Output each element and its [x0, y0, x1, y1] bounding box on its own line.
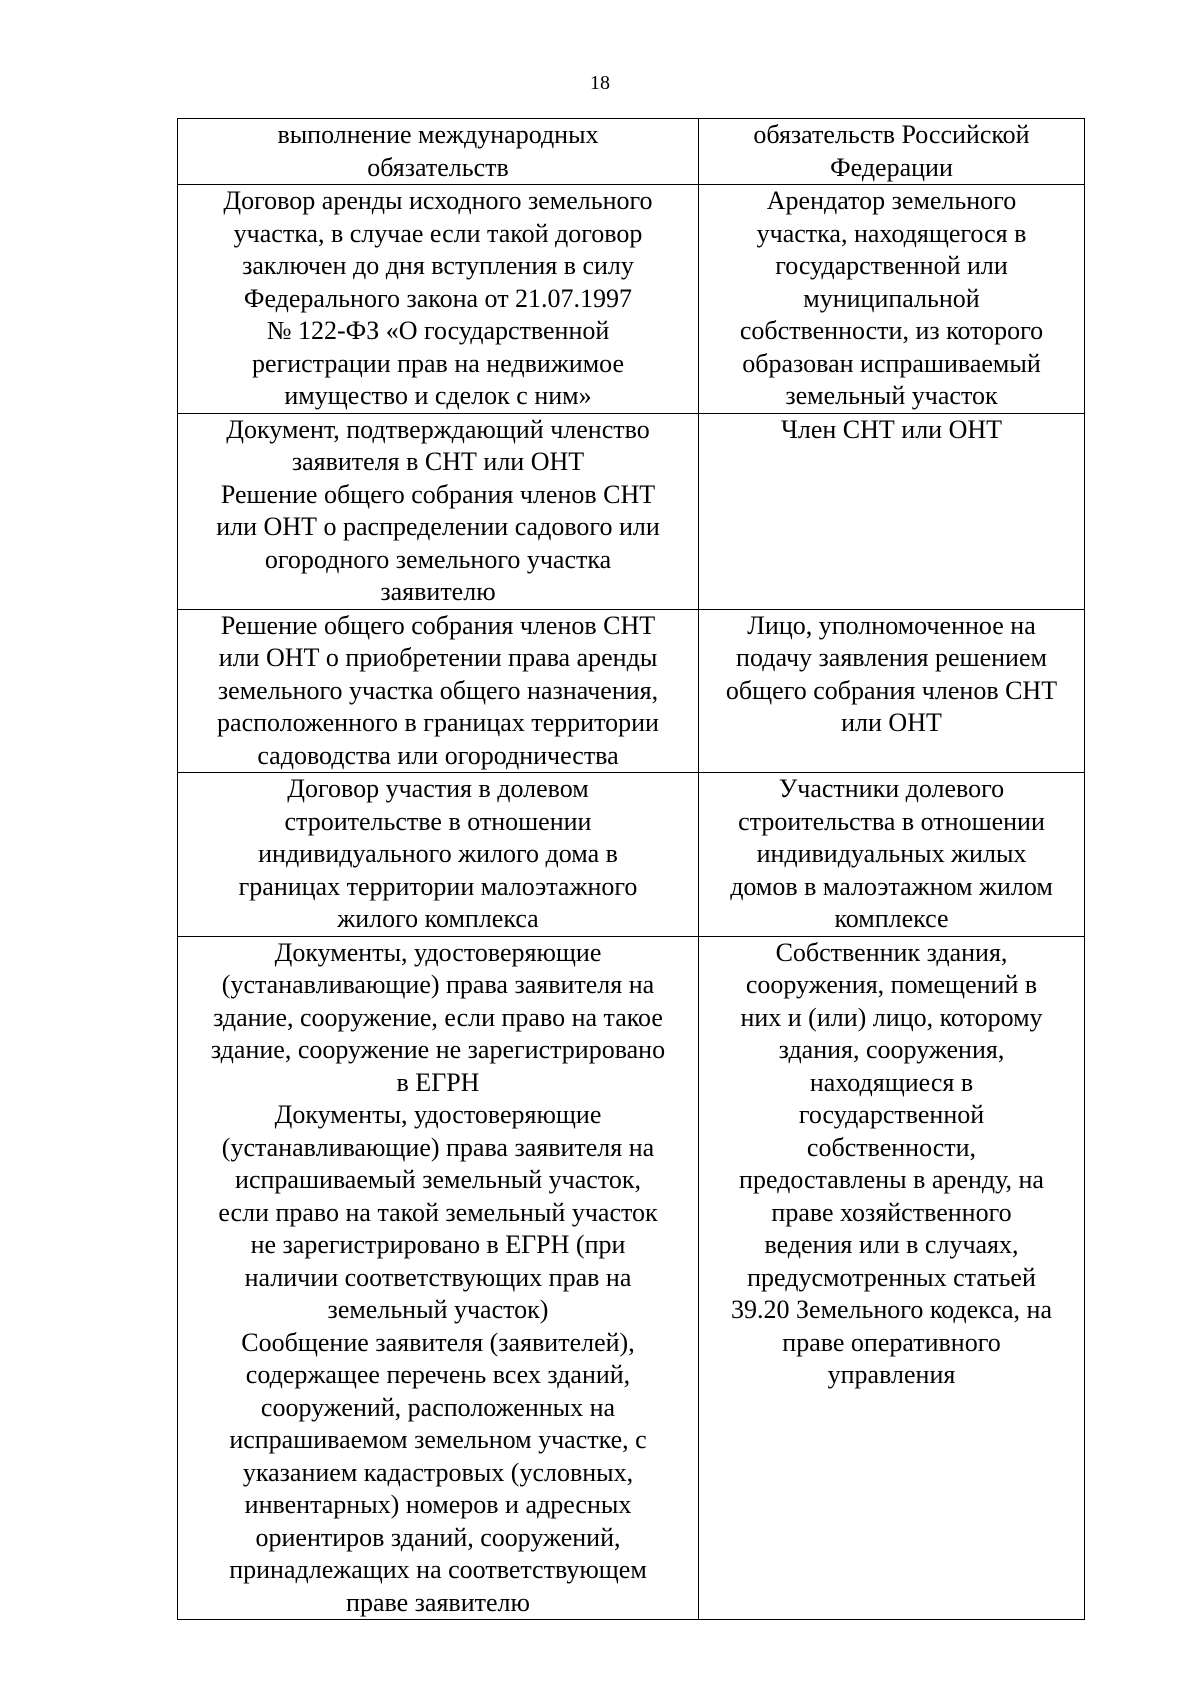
cell-text-line: заявителя в СНТ или ОНТ	[291, 447, 585, 476]
cell-text-line: предусмотренных статьей	[747, 1262, 1036, 1292]
cell-text-line: Документы, удостоверяющие	[274, 1100, 602, 1129]
cell-text-line: Арендатор земельного	[766, 186, 1017, 215]
cell-text-line: если право на такой земельный участок	[218, 1197, 658, 1227]
applicant-cell	[699, 773, 1085, 937]
applicant-cell	[699, 609, 1085, 773]
cell-text-line: праве заявителю	[346, 1587, 530, 1617]
cell-text-line: обязательств	[367, 152, 509, 182]
cell-text-line: испрашиваемом земельном участке, с	[229, 1425, 647, 1454]
cell-text-line: индивидуальных жилых	[756, 839, 1027, 868]
applicant-cell	[699, 413, 1085, 609]
cell-text-line: подачу заявления решением	[736, 643, 1047, 672]
cell-text-line: обязательств Российской	[753, 120, 1030, 149]
cell-text-line: здание, сооружение не зарегистрировано	[210, 1035, 666, 1064]
cell-text-line: сооружения, помещений в	[745, 970, 1038, 999]
cell-text-line: индивидуального жилого дома в	[258, 839, 618, 868]
cell-text-line: жилого комплекса	[337, 904, 539, 933]
cell-text-line: образован испрашиваемый	[742, 348, 1041, 378]
table-row	[178, 185, 1085, 414]
applicant-cell	[699, 119, 1085, 185]
table-row	[178, 773, 1085, 937]
table-row	[178, 936, 1085, 1620]
cell-text-line: принадлежащих на соответствующем	[229, 1555, 647, 1584]
cell-text-line: сооружений, расположенных на	[260, 1392, 616, 1422]
cell-text-line: Член СНТ или ОНТ	[780, 414, 1003, 444]
document-cell	[178, 185, 699, 414]
document-cell	[178, 119, 699, 185]
cell-text-line: или ОНТ о приобретении права аренды	[218, 643, 658, 672]
document-cell	[178, 413, 699, 609]
cell-text-line: собственности,	[806, 1132, 977, 1162]
applicant-cell	[699, 936, 1085, 1620]
cell-text-line: строительства в отношении	[738, 806, 1045, 836]
cell-text-line: Сообщение заявителя (заявителей),	[241, 1327, 635, 1357]
cell-text-line: Решение общего собрания членов СНТ	[220, 610, 656, 640]
table-row	[178, 119, 1085, 185]
cell-text-line: Договор участия в долевом	[287, 774, 589, 803]
cell-text-line: заключен до дня вступления в силу	[242, 251, 634, 280]
cell-text-line: указанием кадастровых (условных,	[242, 1457, 634, 1487]
cell-text-line: 39.20 Земельного кодекса, на	[731, 1295, 1052, 1324]
cell-text-line: Федерального закона от 21.07.1997	[243, 283, 633, 313]
cell-text-line: праве хозяйственного	[771, 1197, 1012, 1227]
cell-text-line: Лицо, уполномоченное на	[747, 610, 1036, 640]
cell-text-line: содержащее перечень всех зданий,	[245, 1360, 631, 1389]
cell-text-line: строительстве в отношении	[284, 806, 592, 836]
cell-text-line: Документы, удостоверяющие	[274, 937, 602, 967]
cell-text-line: здания, сооружения,	[778, 1035, 1005, 1064]
cell-text-line: Участники долевого	[778, 774, 1005, 803]
cell-text-line: Решение общего собрания членов СНТ	[220, 479, 656, 509]
cell-text-line: управления	[827, 1360, 956, 1389]
cell-text-line: регистрации прав на недвижимое	[251, 348, 625, 378]
cell-text-line: Договор аренды исходного земельного	[223, 186, 653, 215]
cell-text-line: наличии соответствующих прав на	[244, 1262, 632, 1292]
cell-text-line: имущество и сделок с ним»	[284, 381, 592, 410]
cell-text-line: (устанавливающие) права заявителя на	[221, 1132, 655, 1162]
cell-text-line: ведения или в случаях,	[764, 1230, 1019, 1259]
table-body	[178, 119, 1085, 1620]
cell-text-line: комплексе	[834, 904, 949, 933]
cell-text-line: государственной	[798, 1100, 985, 1129]
document-table	[177, 118, 1085, 1620]
cell-text-line: № 122-ФЗ «О государственной	[266, 316, 610, 345]
cell-text-line: ориентиров зданий, сооружений,	[255, 1522, 621, 1552]
applicant-cell	[699, 185, 1085, 414]
cell-text-line: общего собрания членов СНТ	[725, 675, 1058, 705]
cell-text-line: находящиеся в	[809, 1067, 974, 1097]
cell-text-line: Федерации	[830, 152, 953, 182]
cell-text-line: испрашиваемый земельный участок,	[235, 1165, 641, 1194]
cell-text-line: земельный участок)	[327, 1295, 549, 1324]
table-row	[178, 609, 1085, 773]
cell-text-line: праве оперативного	[782, 1327, 1001, 1357]
document-cell	[178, 773, 699, 937]
cell-text-line: предоставлены в аренду, на	[739, 1165, 1044, 1194]
cell-text-line: земельного участка общего назначения,	[217, 675, 659, 705]
cell-text-line: садоводства или огородничества	[257, 740, 619, 770]
cell-text-line: огородного земельного участка	[264, 544, 612, 574]
cell-text-line: в ЕГРН	[396, 1067, 480, 1097]
cell-text-line: Документ, подтверждающий членство	[226, 414, 650, 444]
cell-text-line: муниципальной	[803, 283, 980, 313]
cell-text-line: инвентарных) номеров и адресных	[244, 1490, 632, 1519]
cell-text-line: участка, в случае если такой договор	[233, 218, 643, 248]
cell-text-line: не зарегистрировано в ЕГРН (при	[250, 1230, 626, 1259]
document-cell	[178, 936, 699, 1620]
cell-text-line: или ОНТ	[841, 708, 942, 737]
cell-text-line: земельный участок	[785, 381, 998, 410]
cell-text-line: заявителю	[380, 577, 496, 606]
table-row	[178, 413, 1085, 609]
document-cell	[178, 609, 699, 773]
cell-text-line: (устанавливающие) права заявителя на	[221, 970, 655, 999]
cell-text-line: государственной или	[775, 251, 1008, 280]
cell-text-line: собственности, из которого	[739, 316, 1044, 345]
cell-text-line: домов в малоэтажном жилом	[730, 871, 1053, 901]
cell-text-line: выполнение международных	[277, 120, 599, 149]
cell-text-line: Собственник здания,	[775, 937, 1008, 967]
cell-text-line: участка, находящегося в	[756, 218, 1027, 248]
cell-text-line: или ОНТ о распределении садового или	[216, 512, 660, 541]
cell-text-line: них и (или) лицо, которому	[740, 1002, 1043, 1032]
page-number: 18	[590, 72, 610, 94]
cell-text-line: расположенного в границах территории	[217, 708, 659, 737]
cell-text-line: здание, сооружение, если право на такое	[213, 1002, 663, 1032]
cell-text-line: границах территории малоэтажного	[238, 871, 638, 901]
